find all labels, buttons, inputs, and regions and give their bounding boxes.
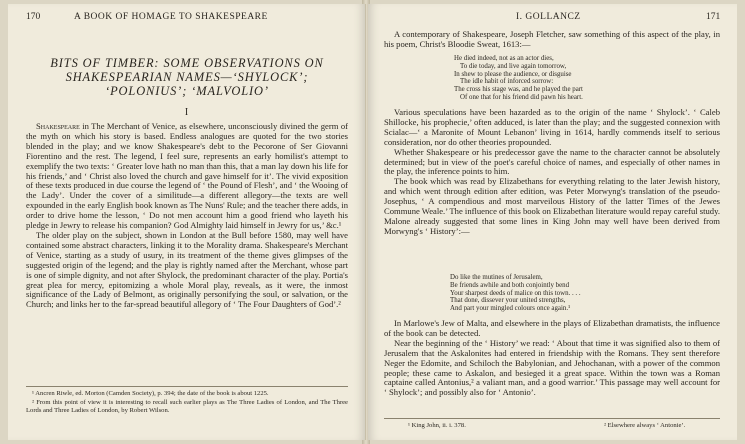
verse2-line: Be friends awhile and both conjointly bend: [450, 281, 570, 289]
right-paragraph-5: In Marlowe's Jew of Malta, and elsewhere in the plays of Elizabethan dramatists, the influence of the book can be detected.: [384, 318, 720, 338]
right-intro: [384, 30, 720, 50]
left-page-number: 170: [26, 12, 41, 22]
left-footnote-rule: [26, 386, 348, 387]
left-footnote-1: ¹ Ancren Riwle, ed. Morton (Camden Society), p. 394; the date of the book is about 1225.: [32, 390, 269, 397]
right-body-text-a: [384, 108, 720, 237]
left-running-head: A BOOK OF HOMAGE TO SHAKESPEARE: [74, 12, 268, 22]
right-paragraph-3: Whether Shakespeare or his predecessor gave the name to the character cannot be absolutely determined; but in view of the poet's careful choice of names, and especially of other names in the play, the inference points to him.: [384, 146, 720, 177]
left-paragraph-2: The older play on the subject, shown in London at the Bull before 1580, may well have contained some abstract characters, linking it to the Morality drama. Shakespeare's Merchant of Venice, starting as a study of usury, in its treatment of the theme gives glimpses of the suggested origin of the legend; and the play is rightly named after the Merchant, whose part is one of simple dignity, and not after Shylock, the predominant character of the play. Portia's great plea for mercy, epitomizing a whole Moral play, reveals, as it were, the inmost significance of the Lady of Belmont, as originally personifying the soul, or salvation, or the Church; and links her to the far-spread beautiful allegory of ‘ The Four Daughters of God’.²: [26, 229, 348, 310]
king-john-verse: [450, 274, 581, 313]
left-page: [8, 4, 366, 440]
essay-title: BITS OF TIMBER: SOME OBSERVATIONS ON SHAKESPEARIAN NAMES—‘SHYLOCK’; ‘POLONIUS’; ‘MALVOLIO’: [50, 56, 324, 98]
right-footnote-rule: [384, 418, 720, 419]
verse2-line: Do like the mutines of Jerusalem,: [450, 274, 543, 281]
verse1-line: The idle habit of inforced sorrow:: [460, 78, 554, 86]
verse2-line: And part your mingled colours once again.¹: [450, 305, 571, 313]
verse1-line: To die today, and live again tomorrow,: [460, 62, 567, 70]
verse1-line: Of one that for his friend did pawn his heart.: [460, 93, 583, 101]
left-footnotes: [26, 390, 348, 416]
fletcher-verse: [454, 55, 583, 102]
verse2-line: That done, dissever your united strengths,: [450, 297, 566, 305]
right-footnote-1: ¹ King John, ii. i. 378.: [408, 422, 466, 429]
left-paragraph-1: [26, 122, 348, 231]
para1-rest: in The Merchant of Venice, as elsewhere, unconsciously divined the germ of the myth on which his story is based. Endless analogues are quoted for the two stories blended in the play; and we know Shakespeare's debt to the Pecorone of Ser Giovanni Fiorentino and the rest. The legend, I feel sure, represents an early homilist's attempt to exemplify the two texts: ‘ Greater love hath no man than this, that a man lay down his life for his friends,’ and ‘ Christ also loved the church and gave himself for it’. The vivid exposition of these texts produced in due course the legend of ‘ the Pound of Flesh’, and ‘ the Wooing of the Lady’. Under the cover of a similitude—a different allegory—the texts are well expounded in the early English book known as The Nuns' Rule; and the teacher there adds, in order to drive home the lesson, ‘ Do not men account him a good friend who layeth his pledge in Jewry to release his companion? God Almighty laid himself in Jewry for us,’ &c.¹: [26, 121, 348, 231]
right-paragraph-4: The book which was read by Elizabethans for everything relating to the later Jewish history, and which went through edition after edition, was Peter Morwyng's translation of the pseudo-Josephus, ‘ A compendious and most marveilous History of the latter Times of the Jewes Commune Weale.’ The influence of this book on Elizabethan literature would repay careful study. Malone already suggested that some lines in King John may well have been derived from Morwyng's ‘ History’:—: [384, 176, 720, 236]
verse1-line: The cross his stage was, and he played the part: [454, 86, 583, 94]
right-running-head: I. GOLLANCZ: [516, 12, 581, 22]
left-footnote-2: ² From this point of view it is interesting to recall such earlier plays as The Three Ladies of London, and The Three Lords and Three Ladies of London, by Robert Wilson.: [26, 399, 348, 414]
verse1-line: In shew to please the audience, or disguise: [454, 70, 572, 78]
section-number: I: [184, 107, 189, 118]
right-body-text-b: [384, 319, 720, 398]
right-page: [368, 4, 737, 440]
para1-lead: Shakespeare: [36, 121, 80, 131]
right-footnote-2: ² Elsewhere always ‘ Antonie’.: [604, 422, 686, 429]
right-paragraph-2: Various speculations have been hazarded as to the origin of the name ‘ Shylock’. ‘ Caleb Shillocke, his prophecie,’ often adduced, is later than the play; and the suggested connexion with Scialac—‘ a Maronite of Mount Lebanon’ living in 1614, hardly commends itself to serious consideration, nor do other theories propounded.: [384, 107, 720, 147]
verse1-line: He died indeed, not as an actor dies,: [454, 55, 554, 62]
verse2-line: Your sharpest deeds of malice on this town. . . .: [450, 289, 581, 297]
right-paragraph-1: A contemporary of Shakespeare, Joseph Fletcher, saw something of this aspect of the play, in his poem, Christ's Bloodie Sweat, 1613:—: [384, 29, 720, 49]
left-body-text: [26, 122, 348, 310]
right-paragraph-6: Near the beginning of the ‘ History’ we read: ‘ About that time it was signified also to them of Jerusalem that the Askalonites had entered in friendship with the Romans. They sent therefore Neger the Edomite, and Schiloch the Babylonian, and Jehochanan, with a power of the common people; these came to Askalon, and besieged it a great space. Within the town was a Roman captaine called Antonius,² a valiant man, and a good warrior.’ This passage may well account for ‘ Shylock’; and possibly also for ‘ Antonio’.: [384, 337, 720, 398]
right-page-number: 171: [706, 12, 721, 22]
